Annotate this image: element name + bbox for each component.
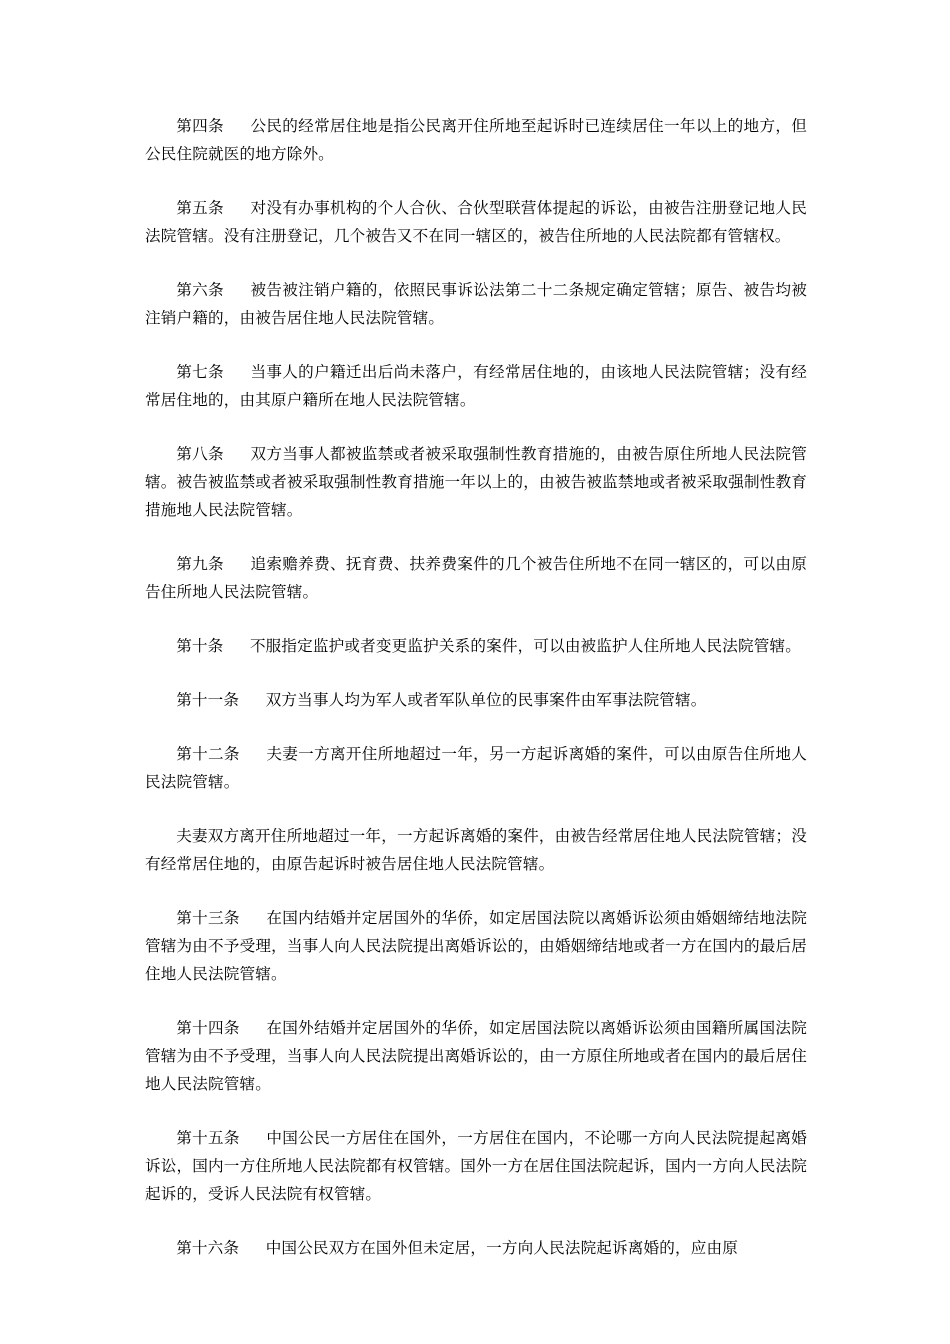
article-paragraph-12-continued bbox=[145, 822, 807, 878]
article-text: 当事人的户籍迁出后尚未落户，有经常居住地的，由该地人民法院管辖；没有经常居住地的，由其原户籍所在地人民法院管辖。 bbox=[145, 363, 807, 409]
article-paragraph-9 bbox=[145, 550, 807, 606]
article-text: 双方当事人均为军人或者军队单位的民事案件由军事法院管辖。 bbox=[265, 691, 707, 709]
article-number: 第十二条 bbox=[176, 745, 240, 763]
article-text: 中国公民双方在国外但未定居，一方向人民法院起诉离婚的，应由原 bbox=[265, 1239, 739, 1257]
article-number: 第九条 bbox=[176, 555, 224, 573]
article-text: 在国内结婚并定居国外的华侨，如定居国法院以离婚诉讼须由婚姻缔结地法院管辖为由不予受理，当事人向人民法院提出离婚诉讼的，由婚姻缔结地或者一方在国内的最后居住地人民法院管辖。 bbox=[145, 909, 807, 983]
article-number: 第五条 bbox=[176, 199, 224, 217]
article-text: 在国外结婚并定居国外的华侨，如定居国法院以离婚诉讼须由国籍所属国法院管辖为由不予受理，当事人向人民法院提出离婚诉讼的，由一方原住所地或者在国内的最后居住地人民法院管辖。 bbox=[145, 1019, 807, 1093]
article-paragraph-14 bbox=[145, 1014, 807, 1098]
article-paragraph-7 bbox=[145, 358, 807, 414]
article-number: 第四条 bbox=[176, 117, 224, 135]
article-paragraph-16 bbox=[145, 1234, 807, 1262]
article-paragraph-5 bbox=[145, 194, 807, 250]
article-text: 被告被注销户籍的，依照民事诉讼法第二十二条规定确定管辖；原告、被告均被注销户籍的，由被告居住地人民法院管辖。 bbox=[145, 281, 807, 327]
article-number: 第十五条 bbox=[176, 1129, 240, 1147]
article-paragraph-15 bbox=[145, 1124, 807, 1208]
article-paragraph-11 bbox=[145, 686, 807, 714]
article-number: 第十条 bbox=[176, 637, 224, 655]
article-text: 不服指定监护或者变更监护关系的案件，可以由被监护人住所地人民法院管辖。 bbox=[249, 637, 801, 655]
article-number: 第十一条 bbox=[176, 691, 240, 709]
article-number: 第十三条 bbox=[176, 909, 240, 927]
article-number: 第七条 bbox=[176, 363, 224, 381]
article-paragraph-12 bbox=[145, 740, 807, 796]
article-number: 第六条 bbox=[176, 281, 224, 299]
article-text: 夫妻一方离开住所地超过一年，另一方起诉离婚的案件，可以由原告住所地人民法院管辖。 bbox=[145, 745, 807, 791]
article-paragraph-10 bbox=[145, 632, 807, 660]
document-page bbox=[145, 112, 807, 1288]
article-number: 第十四条 bbox=[176, 1019, 240, 1037]
article-text: 中国公民一方居住在国外，一方居住在国内，不论哪一方向人民法院提起离婚诉讼，国内一方住所地人民法院都有权管辖。国外一方在居住国法院起诉，国内一方向人民法院起诉的，受诉人民法院有权管辖。 bbox=[145, 1129, 807, 1203]
article-paragraph-13 bbox=[145, 904, 807, 988]
article-paragraph-4 bbox=[145, 112, 807, 168]
article-text: 公民的经常居住地是指公民离开住所地至起诉时已连续居住一年以上的地方，但公民住院就医的地方除外。 bbox=[145, 117, 807, 163]
article-text: 双方当事人都被监禁或者被采取强制性教育措施的，由被告原住所地人民法院管辖。被告被监禁或者被采取强制性教育措施一年以上的，由被告被监禁地或者被采取强制性教育措施地人民法院管辖。 bbox=[145, 445, 807, 519]
article-text: 追索赡养费、抚育费、扶养费案件的几个被告住所地不在同一辖区的，可以由原告住所地人民法院管辖。 bbox=[145, 555, 807, 601]
article-number: 第十六条 bbox=[176, 1239, 240, 1257]
article-text: 夫妻双方离开住所地超过一年，一方起诉离婚的案件，由被告经常居住地人民法院管辖；没有经常居住地的，由原告起诉时被告居住地人民法院管辖。 bbox=[145, 827, 807, 873]
article-paragraph-8 bbox=[145, 440, 807, 524]
article-text: 对没有办事机构的个人合伙、合伙型联营体提起的诉讼，由被告注册登记地人民法院管辖。没有注册登记，几个被告又不在同一辖区的，被告住所地的人民法院都有管辖权。 bbox=[145, 199, 807, 245]
article-number: 第八条 bbox=[176, 445, 224, 463]
article-paragraph-6 bbox=[145, 276, 807, 332]
